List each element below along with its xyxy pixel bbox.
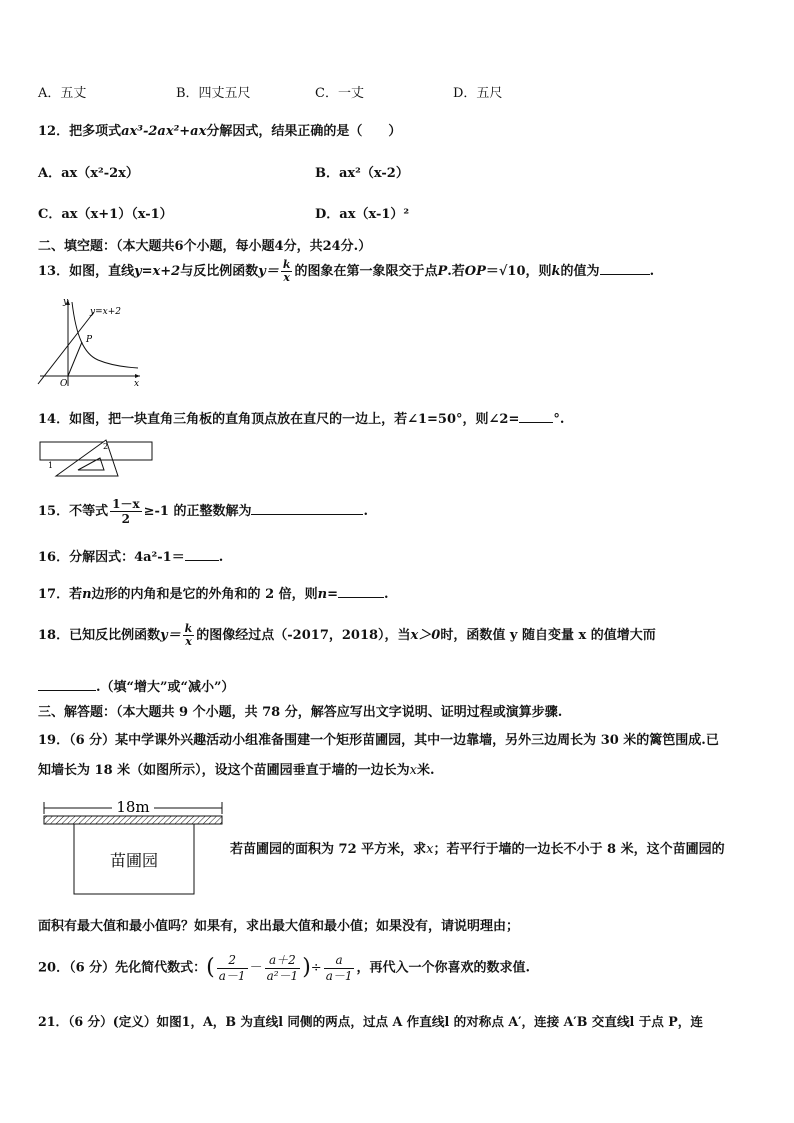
q13-fraction <box>281 259 293 284</box>
q12-stem <box>38 120 401 139</box>
q18-answer-blank <box>38 678 96 691</box>
q13-y-eq: y＝ <box>258 264 279 279</box>
q20-fraction-2 <box>265 953 301 984</box>
q17-n: n <box>82 587 92 602</box>
q20-close-paren: ) <box>302 955 311 980</box>
q18-pre: 18．已知反比例函数 <box>38 628 161 643</box>
q20-open-paren: ( <box>206 955 215 980</box>
q20-post: ，再代入一个你喜欢的数求值. <box>356 960 531 976</box>
q13-frac-num: k <box>282 258 291 271</box>
q18-post: 时，函数值 y 随自变量 x 的值增大而 <box>440 628 656 643</box>
q19-side-post: ；若平行于墙的一边长不小于 8 米，这个苗圃园的 <box>433 842 725 857</box>
q17-n2: n <box>317 587 328 602</box>
q13-mid1: 与反比例函数 <box>180 264 259 279</box>
section-solve-heading: 三、解答题：（本大题共 9 个小题，共 78 分，解答应写出文字说明、证明过程或演算步骤. <box>38 705 563 720</box>
q19-var-x: x <box>409 763 417 778</box>
q20-minus: － <box>249 960 263 976</box>
q17-eq: = <box>327 587 339 602</box>
q13-frac-den: x <box>283 271 290 284</box>
q19-line1: 19．（6 分）某中学课外兴趣活动小组准备围建一个矩形苗圃园，其中一边靠墙，另外三边周长为 30 米的篱笆围成.已 <box>38 733 719 748</box>
q20-fraction-1 <box>217 953 248 984</box>
q13-post: 的值为 <box>560 264 600 279</box>
x-axis-arrow <box>135 374 140 378</box>
q18-fraction <box>183 623 195 648</box>
q14-end: °. <box>553 412 565 427</box>
q20-f1-num: 2 <box>217 953 248 969</box>
q15-frac-den: 2 <box>121 512 131 526</box>
q13-line-eq: y=x+2 <box>134 264 181 279</box>
q18-frac-den: x <box>185 635 192 648</box>
q18-mid: 的图像经过点（-2017，2018），当 <box>196 628 411 643</box>
wall <box>44 816 222 824</box>
q14-figure <box>38 436 156 486</box>
q15-end: . <box>363 504 369 519</box>
q13-pre: 13．如图，直线 <box>38 264 135 279</box>
q14-answer-blank <box>519 410 553 423</box>
q13-figure <box>36 296 146 388</box>
q20-f1-den: a－1 <box>218 968 246 983</box>
q13-mid3: .若 <box>447 264 465 279</box>
q18-frac-num: k <box>184 622 193 635</box>
q17-answer-blank <box>338 585 384 598</box>
q13-answer-blank <box>600 262 650 275</box>
q16-text: 16．分解因式：4a²-1＝ <box>38 550 185 565</box>
q12-stem-pre: 12．把多项式 <box>38 124 122 139</box>
q18-line2-text: .（填“增大”或“减小”） <box>96 680 235 695</box>
q21-stem: 21．（6 分）(定义）如图1，A，B 为直线l 同侧的两点，过点 A 作直线l 的对称点 A′，连接 A′B 交直线l 于点 P，连 <box>38 1014 703 1029</box>
q19-figure <box>40 800 230 900</box>
q20-f2-den: a²－1 <box>266 968 299 983</box>
q19-line2-pre: 知墙长为 18 米（如图所示），设这个苗圃园垂直于墙的一边长为 <box>38 763 410 778</box>
q13-mid2: 的图象在第一象限交于点 <box>294 264 438 279</box>
q12-stem-post: 分解因式，结果正确的是（ ） <box>206 124 402 139</box>
q14-text: 14．如图，把一块直角三角板的直角顶点放在直尺的一边上，若∠1=50°，则∠2= <box>38 412 520 427</box>
q13-op: OP <box>464 264 486 279</box>
q12-option-d: D．ax（x-1）² <box>315 207 410 222</box>
q14-stem <box>38 408 564 427</box>
q19-side-pre: 若苗圃园的面积为 72 平方米，求 <box>230 842 427 857</box>
fig14-angle-2-label: 2 <box>103 442 109 451</box>
q19-line2-post: 米. <box>417 763 435 778</box>
q16-answer-blank <box>185 548 219 561</box>
q18-condition: x＞0 <box>410 628 441 643</box>
q20-divide: ÷ <box>310 960 322 976</box>
q11-option-d: D．五尺 <box>453 86 503 101</box>
fig13-x-label: x <box>134 379 140 388</box>
q15-pre: 15．不等式 <box>38 504 109 519</box>
q20-stem <box>38 948 530 989</box>
q15-fraction <box>110 497 142 526</box>
q20-pre: 20．（6 分）先化简代数式： <box>38 960 207 976</box>
q19-line2 <box>38 759 435 778</box>
fig13-y-label: y <box>63 297 69 307</box>
fig13-origin-label: O <box>60 379 68 388</box>
q15-answer-blank <box>251 502 363 515</box>
q12-option-a: A．ax（x²-2x） <box>38 166 139 181</box>
q19-side-var: x <box>426 842 434 857</box>
q17-text: 边形的内角和是它的外角和的 2 倍，则 <box>91 587 318 602</box>
fig14-angle-1-label: 1 <box>48 461 54 470</box>
q13-stem <box>38 258 654 286</box>
line-y-x-plus-2 <box>38 312 94 384</box>
q20-f3-den: a－1 <box>325 968 353 983</box>
q16-stem <box>38 546 223 565</box>
q15-frac-num: 1－x <box>112 497 140 511</box>
garden-label: 苗圃园 <box>109 851 159 870</box>
q11-option-a: A．五丈 <box>38 86 87 101</box>
q15-post: ≥-1 的正整数解为 <box>143 504 252 519</box>
q17-pre: 17．若 <box>38 587 83 602</box>
q15-stem <box>38 496 368 528</box>
q18-stem <box>38 620 656 652</box>
fig13-point-label: P <box>86 335 93 345</box>
q12-option-c: C．ax（x+1）（x-1） <box>38 207 173 222</box>
q20-fraction-3 <box>324 953 355 984</box>
q12-option-b: B．ax²（x-2） <box>315 166 409 181</box>
q13-point: P <box>437 264 448 279</box>
q13-sqrt: ＝√10 <box>485 264 526 279</box>
q13-end: . <box>649 264 655 279</box>
q11-option-c: C．一丈 <box>315 86 364 101</box>
wall-length-label: 18m <box>116 800 150 816</box>
q13-k: k <box>551 264 561 279</box>
section-fill-in-heading: 二、填空题：（本大题共6个小题，每小题4分，共24分.） <box>38 239 372 254</box>
segment-op <box>68 342 82 376</box>
q17-stem <box>38 583 389 602</box>
fig13-line-label: y=x+2 <box>90 307 121 317</box>
q20-f3-num: a <box>324 953 355 969</box>
q12-expression: ax³-2ax²+ax <box>121 124 207 139</box>
q19-side-text <box>230 838 725 857</box>
q19-line4: 面积有最大值和最小值吗？如果有，求出最大值和最小值；如果没有，请说明理由； <box>38 919 520 934</box>
q16-end: . <box>218 550 224 565</box>
q11-option-b: B．四丈五尺 <box>176 86 251 101</box>
q18-y-eq: y＝ <box>160 628 181 643</box>
q20-f2-num: a＋2 <box>265 953 301 969</box>
q17-end: . <box>384 587 389 602</box>
q18-line2 <box>38 676 234 695</box>
q13-mid4: ，则 <box>525 264 552 279</box>
